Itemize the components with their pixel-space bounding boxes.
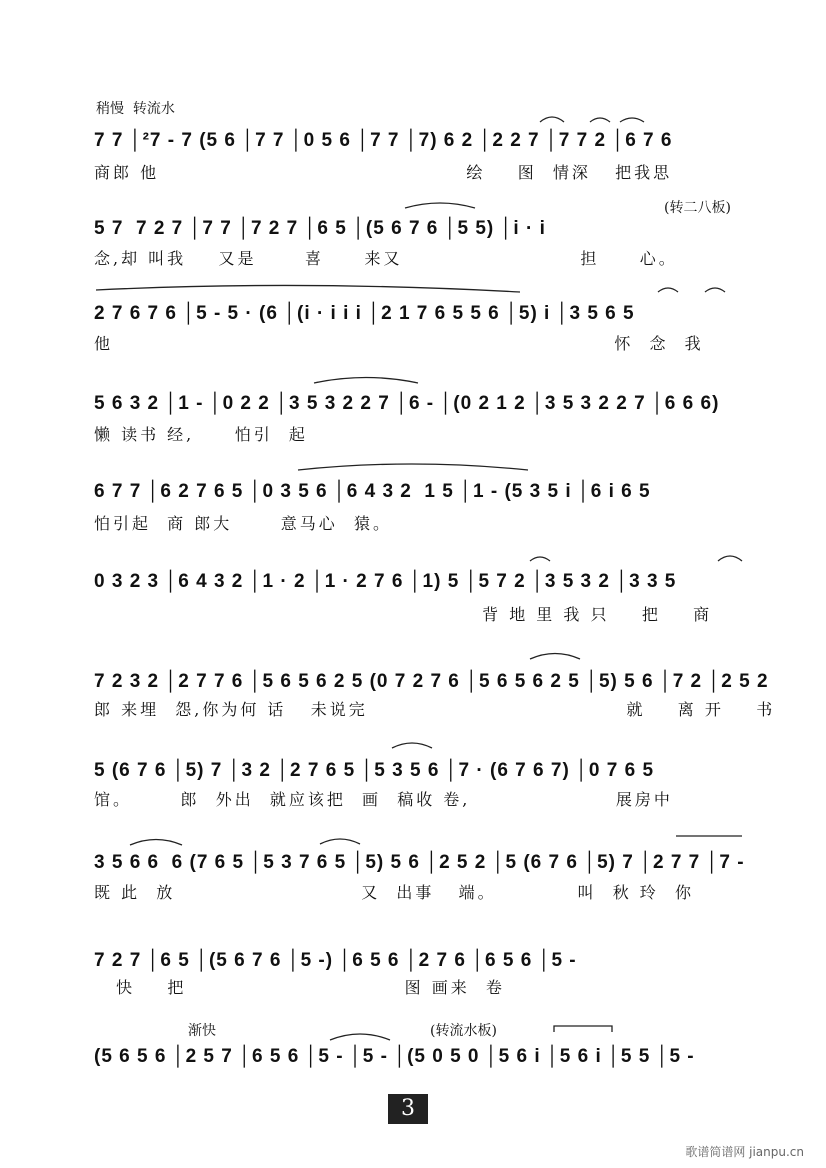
tempo-mark-erba: (转二八板) — [664, 200, 731, 216]
lyric-line-10: 快 把 图 画来 卷 — [116, 978, 505, 997]
lyric-line-8: 馆。 郎 外出 就应该把 画 稿收 卷, 展房中 — [94, 790, 673, 809]
lyric-line-6: 背 地 里 我 只 把 商 — [94, 605, 713, 624]
tempo-mark-liushui: (转流水板) — [430, 1023, 497, 1039]
slur — [392, 743, 432, 748]
slur — [298, 464, 528, 470]
lyric-line-5: 怕引起 商 郎大 意马心 猿。 — [94, 514, 392, 533]
slur — [590, 118, 610, 122]
slur — [130, 840, 182, 846]
slur — [718, 556, 742, 561]
page-number: 3 — [388, 1094, 428, 1124]
slur — [330, 1034, 390, 1040]
slur — [540, 117, 564, 122]
notation-line-5: 6 7 7 │6 2 7 6 5 │0 3 5 6 │6 4 3 2 1 5 │1 - (5 3 5 i │6 i 6 5 — [94, 481, 651, 502]
slur — [620, 118, 644, 122]
notation-line-9: 3 5 6 6 6 (7 6 5 │5 3 7 6 5 │5) 5 6 │2 5 2 │5 (6 7 6 │5) 7 │2 7 7 │7 - — [94, 852, 745, 873]
slur — [530, 557, 550, 561]
notation-line-11: (5 6 5 6 │2 5 7 │6 5 6 │5 - │5 - │(5 0 5 0 │5 6 i │5 6 i │5 5 │5 - — [94, 1046, 695, 1067]
slur — [658, 288, 678, 292]
lyric-line-2: 念,却 叫我 又是 喜 来又 担 心。 — [94, 249, 678, 268]
notation-line-10: 7 2 7 │6 5 │(5 6 7 6 │5 -) │6 5 6 │2 7 6 │6 5 6 │5 - — [94, 950, 577, 971]
watermark: 歌谱简谱网 jianpu.cn — [685, 1145, 804, 1159]
slur — [320, 839, 360, 844]
slur — [705, 288, 725, 292]
notation-line-7: 7 2 3 2 │2 7 7 6 │5 6 5 6 2 5 (0 7 2 7 6 │5 6 5 6 2 5 │5) 5 6 │7 2 │2 5 2 — [94, 671, 769, 692]
notation-line-6: 0 3 2 3 │6 4 3 2 │1 · 2 │1 · 2 7 6 │1) 5 │5 7 2 │3 5 3 2 │3 3 5 — [94, 571, 677, 592]
notation-line-2: 5 7 7 2 7 │7 7 │7 2 7 │6 5 │(5 6 7 6 │5 5) │i · i — [94, 218, 546, 239]
tempo-mark-slow: 稍慢 转流水 — [96, 101, 175, 117]
slur — [530, 654, 580, 660]
bracket — [554, 1026, 612, 1032]
slur — [96, 285, 520, 292]
notation-line-4: 5 6 3 2 │1 - │0 2 2 │3 5 3 2 2 7 │6 - │(0 2 1 2 │3 5 3 2 2 7 │6 6 6) — [94, 393, 720, 414]
slur — [405, 203, 475, 208]
slur — [314, 378, 418, 384]
notation-line-8: 5 (6 7 6 │5) 7 │3 2 │2 7 6 5 │5 3 5 6 │7 · (6 7 6 7) │0 7 6 5 — [94, 760, 655, 781]
lyric-line-1: 商郎 他 绘 图 情深 把我思 — [94, 163, 673, 182]
notation-line-3: 2 7 6 7 6 │5 - 5 · (6 │(i · i i i │2 1 7 6 5 5 6 │5) i │3 5 6 5 — [94, 303, 635, 324]
lyric-line-9: 既 此 放 又 出事 端。 叫 秋 玲 你 — [94, 883, 694, 902]
lyric-line-3: 他 怀 念 我 — [94, 334, 704, 353]
lyric-line-7: 郎 来埋 怨,你为何 话 未说完 就 离 开 书 — [94, 700, 776, 719]
notation-line-1: 7 7 │²7 - 7 (5 6 │7 7 │0 5 6 │7 7 │7) 6 2 │2 2 7 │7 7 2 │6 7 6 — [94, 130, 673, 151]
lyric-line-4: 懒 读书 经, 怕引 起 — [94, 425, 308, 444]
tempo-mark-accel: 渐快 — [188, 1023, 216, 1039]
